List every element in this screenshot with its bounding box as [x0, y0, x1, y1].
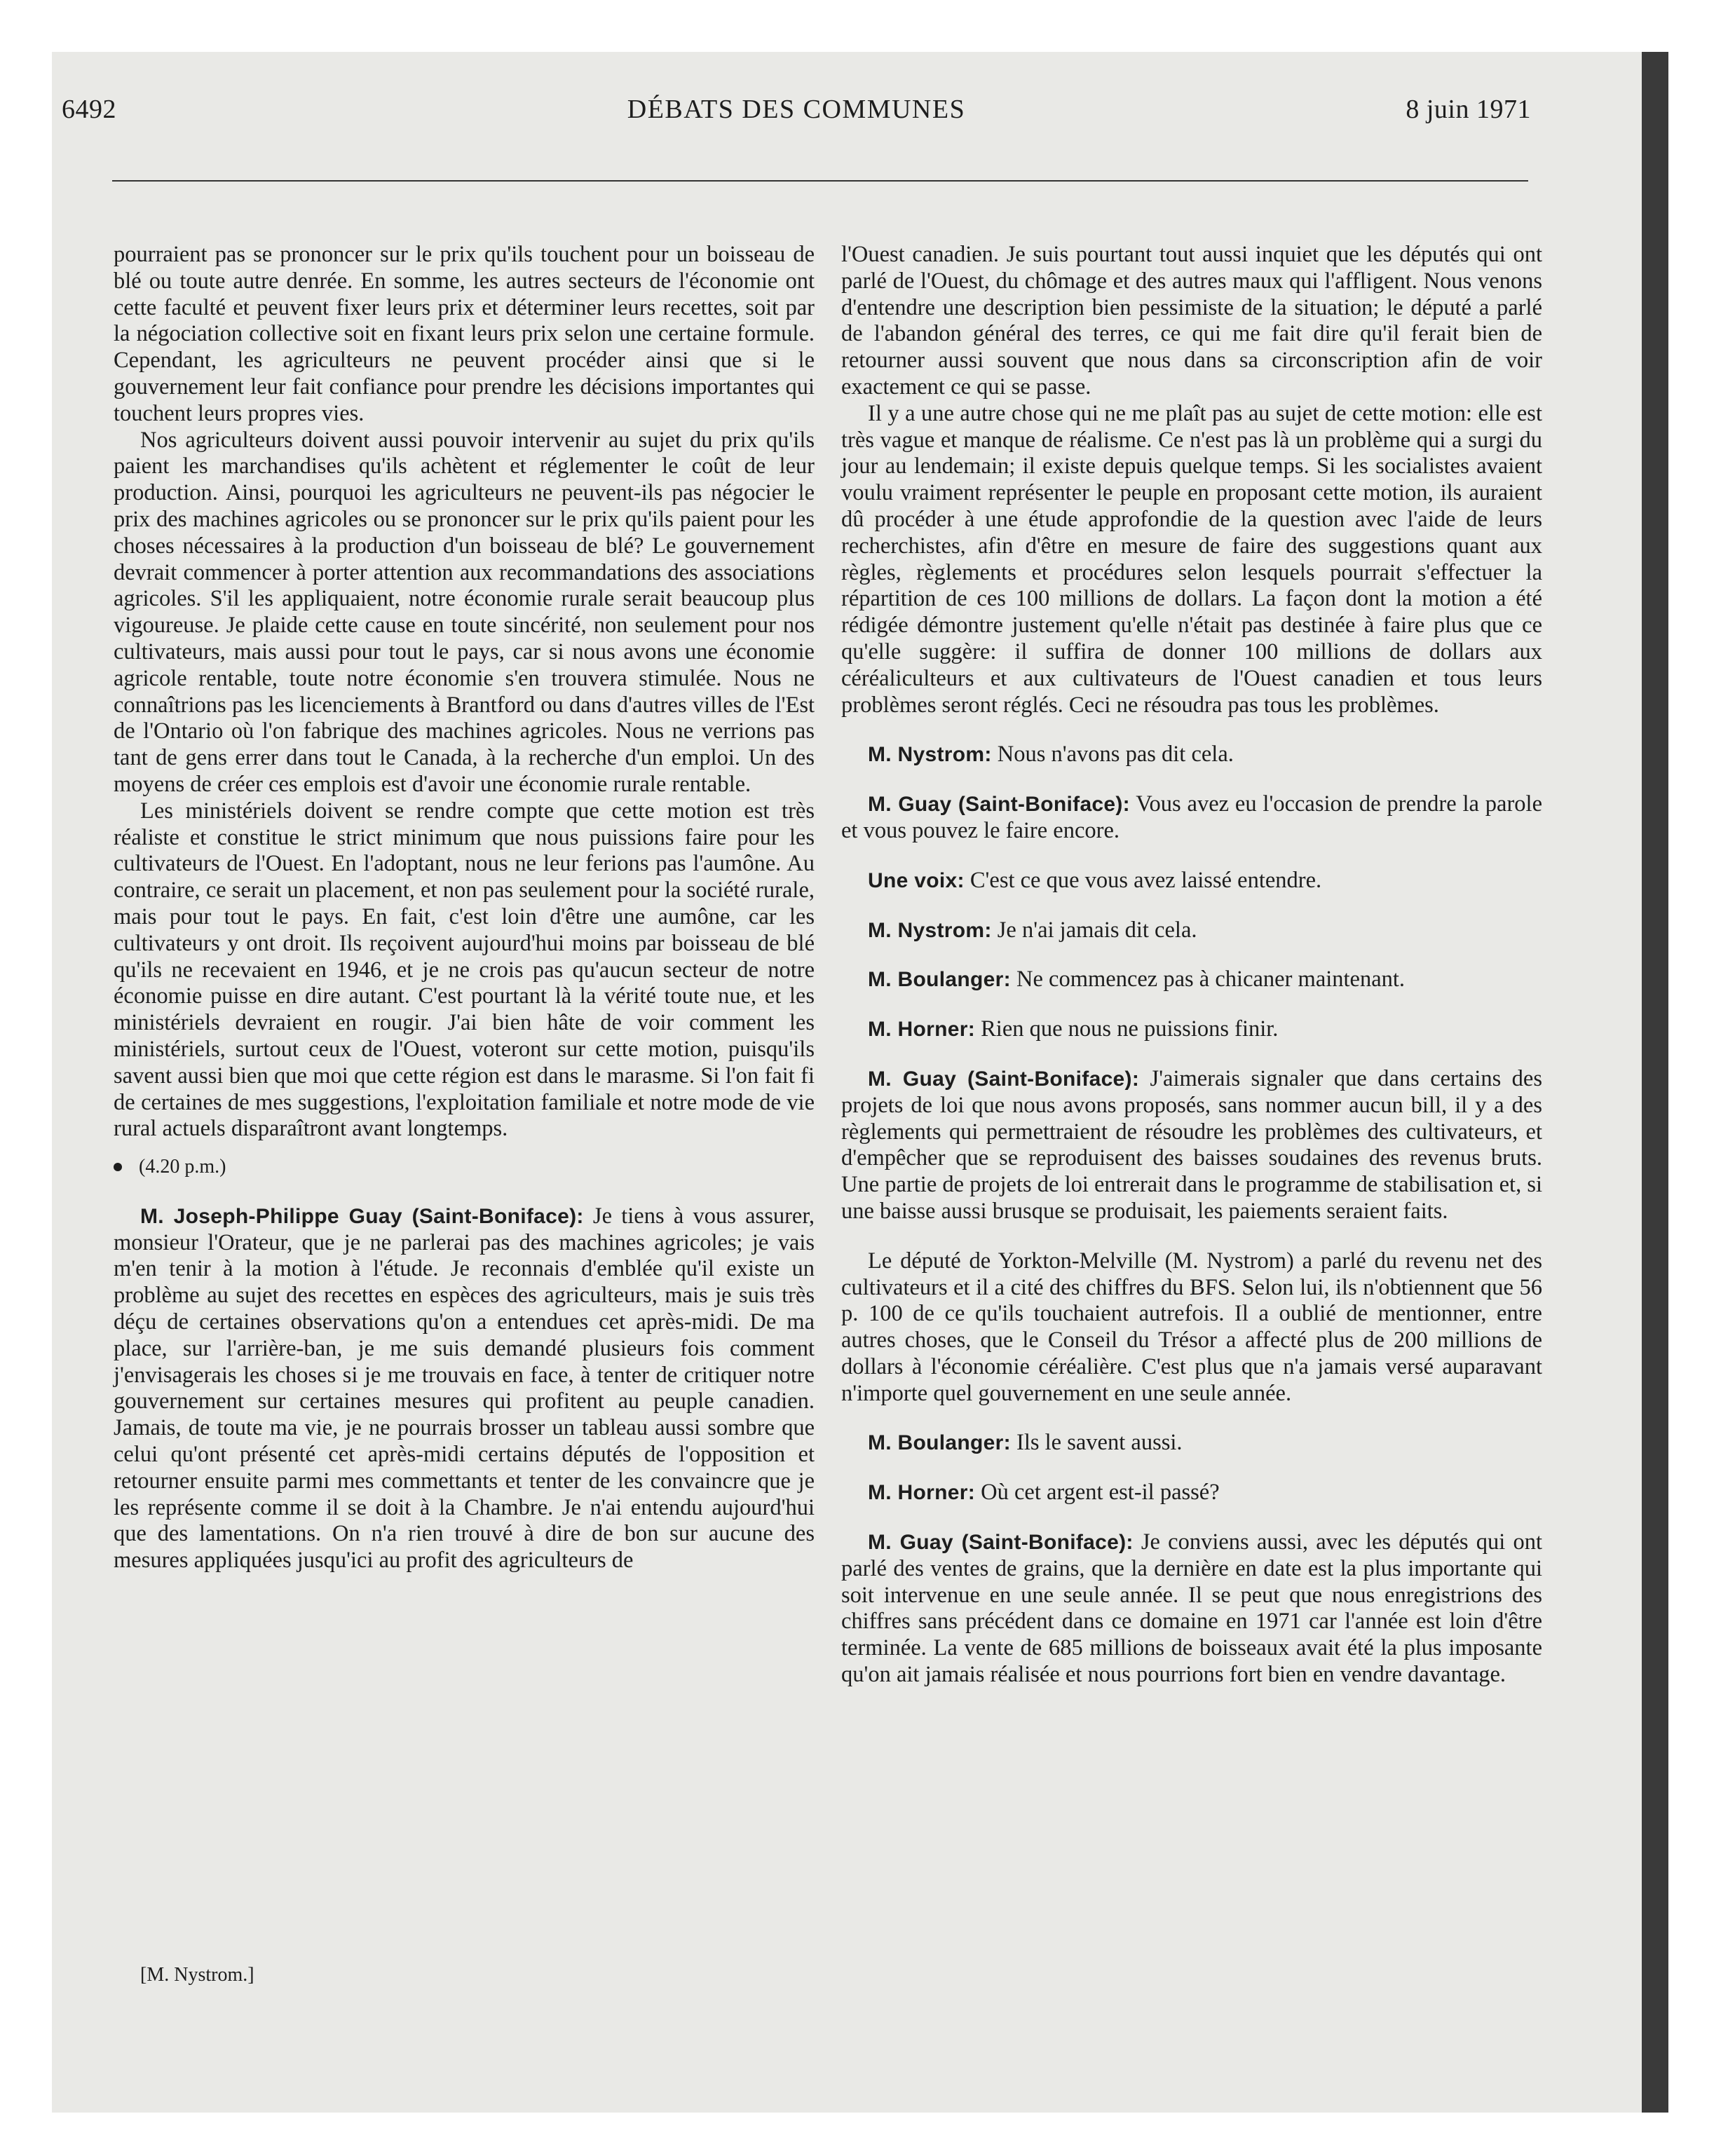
speech-text: Je tiens à vous assurer, monsieur l'Orateur, que je ne parlerai pas des machines agricoles; je vais m'en tenir à la motion à l'étude. Je reconnais d'emblée qu'il existe un problème au sujet des recettes en espèces des agriculteurs, mais je suis très déçu de certaines observations qu'on a entendues cet après-midi. De ma place, sur l'arrière-ban, je me suis demandé plusieurs fois comment j'envisagerais les choses si je me trouvais en face, à tenter de critiquer notre gouvernement sur certaines mesures qui profitent au peuple canadien. Jamais, de toute ma vie, je ne pourrais brosser un tableau aussi sombre que celui qu'ont présenté cet après-midi certains députés de l'opposition et retourner ensuite parmi mes commettants et tenter de les convaincre que je les représente comme il se doit à la Chambre. Je n'ai entendu aujourd'hui que des lamentations. On n'a rien trouvé à dire de bon sur aucune des mesures appliquées jusqu'ici au profit des agriculteurs de: [114, 1203, 815, 1574]
speech-text: Rien que nous ne puissions finir.: [981, 1016, 1279, 1042]
page-number: 6492: [62, 95, 116, 124]
paragraph: Il y a une autre chose qui ne me plaît pas au sujet de cette motion: elle est très vague et manque de réalisme. Ce n'est pas là un problème qui a surgi du jour au lendemain; il existe depuis quelque temps. Si les socialistes avaient voulu vraiment représenter le peuple en proposant cette motion, ils auraient dû procéder à une étude approfondie de la question avec l'aide de leurs recherchistes, afin d'être en mesure de faire des suggestions quant aux règles, règlements et procédures selon lesquels pourrait s'effectuer la répartition de ces 100 millions de dollars. La façon dont la motion a été rédigée démontre justement qu'elle n'était pas destinée à faire plus que ce qu'elle suggère: il suffira de donner 100 millions de dollars aux céréaliculteurs et aux cultivateurs de l'Ouest canadien et tous leurs problèmes seront réglés. Ceci ne résoudra pas tous les problèmes.: [841, 400, 1542, 718]
speech-text: Vous avez eu l'occasion de prendre la parole et vous pouvez le faire encore.: [841, 791, 1542, 843]
speaker-name: M. Guay (Saint-Boniface):: [868, 1531, 1134, 1555]
speech-text: C'est ce que vous avez laissé entendre.: [969, 867, 1322, 893]
speaker-name: M. Horner:: [868, 1481, 975, 1505]
speaker-name: M. Boulanger:: [868, 968, 1011, 992]
speech-text: J'aimerais signaler que dans certains des projets de loi que nous avons proposés, sans nommer aucun bill, il y a des règlements qui permettraient de résoudre les problèmes des cultivateurs, et d'empêcher que se reproduisent des baisses soudaines des revenus bruts. Une partie de projets de loi entrerait dans le programme de stabilisation et, si une baisse aussi brusque se produisait, les paiements seraient faits.: [841, 1065, 1542, 1224]
speech-text: Je conviens aussi, avec les députés qui ont parlé des ventes de grains, que la dernière en date est la plus importante qui soit intervenue en une seule année. Il se peut que nous enregistrions des chiffres sans précédent dans ce domaine en 1971 car l'année est loin d'être terminée. La vente de 685 millions de boisseaux avait été la plus imposante qu'on ait jamais réalisée et nous pourrions fort bien en vendre davantage.: [841, 1529, 1542, 1688]
speaker-name: M. Joseph-Philippe Guay (Saint-Boniface):: [140, 1204, 584, 1228]
left-column: [114, 242, 815, 1574]
speech: [841, 1430, 1542, 1456]
speech-text: Nous n'avons pas dit cela.: [997, 742, 1234, 767]
speech: [841, 868, 1542, 894]
speaker-name: M. Boulanger:: [868, 1431, 1011, 1455]
scan-edge-shadow: [1642, 52, 1668, 2113]
speech: [841, 967, 1542, 993]
speech-text: Où cet argent est-il passé?: [981, 1480, 1220, 1506]
speaker-name: M. Guay (Saint-Boniface):: [868, 1067, 1140, 1091]
speaker-name: Une voix:: [868, 868, 965, 892]
footnote: [M. Nystrom.]: [140, 1964, 254, 1986]
speaker-name: M. Nystrom:: [868, 918, 992, 942]
speech: [841, 917, 1542, 944]
time-marker: [114, 1154, 815, 1180]
paragraph: l'Ouest canadien. Je suis pourtant tout aussi inquiet que les députés qui ont parlé de l'Ouest, du chômage et des autres maux qui l'affligent. Nous venons d'entendre une description bien pessimiste de la situation; le député a parlé de l'abandon général des terres, ce qui me fait dire qu'il ferait bien de retourner aussi souvent que nous dans sa circonscription afin de voir exactement ce qui se passe.: [841, 242, 1542, 400]
speaker-name: M. Nystrom:: [868, 743, 992, 767]
speech-text: Ils le savent aussi.: [1016, 1430, 1183, 1456]
speech: [114, 1203, 815, 1574]
page-header: [62, 94, 1531, 136]
speech: [841, 742, 1542, 768]
time-stamp: (4.20 p.m.): [139, 1156, 226, 1178]
speaker-name: M. Guay (Saint-Boniface):: [868, 793, 1130, 817]
paragraph: Les ministériels doivent se rendre compte que cette motion est très réaliste et constitue le strict minimum que nous puissions faire pour les cultivateurs de l'Ouest. En l'adoptant, nous ne leur ferions pas l'aumône. Au contraire, ce serait un placement, et non pas seulement pour la société rurale, mais pour tout le pays. En fait, c'est loin d'être une aumône, car les cultivateurs y ont droit. Ils reçoivent aujourd'hui moins par boisseau de blé qu'ils ne recevaient en 1946, et je ne crois pas qu'aucun secteur de notre économie puisse en dire autant. C'est pourtant là la vérité toute nue, et les ministériels devraient en rougir. J'ai bien hâte de voir comment les ministériels, surtout ceux de l'Ouest, voteront sur cette motion, puisqu'ils savent aussi bien que moi que cette région est dans le marasme. Si l'on fait fi de certaines de mes suggestions, l'exploitation familiale et notre mode de vie rural actuels disparaîtront avant longtemps.: [114, 798, 815, 1142]
publication-title: DÉBATS DES COMMUNES: [627, 95, 966, 124]
bullet-icon: [114, 1163, 122, 1171]
paragraph: Le député de Yorkton-Melville (M. Nystrom) a parlé du revenu net des cultivateurs et il a cité des chiffres du BFS. Selon lui, ils n'obtiennent que 56 p. 100 de ce qu'ils touchaient autrefois. Il a oublié de mentionner, entre autres choses, que le Conseil du Trésor a affecté plus de 200 millions de dollars à l'économie céréalière. C'est plus que n'a jamais versé auparavant n'importe quel gouvernement en une seule année.: [841, 1248, 1542, 1406]
speech: [841, 1066, 1542, 1225]
speech-text: Ne commencez pas à chicaner maintenant.: [1016, 967, 1406, 992]
speech: [841, 1016, 1542, 1043]
speech: [841, 1529, 1542, 1688]
speech: [841, 791, 1542, 845]
page-date: 8 juin 1971: [1406, 95, 1531, 124]
header-rule: [112, 180, 1528, 182]
paragraph: Nos agriculteurs doivent aussi pouvoir intervenir au sujet du prix qu'ils paient les marchandises qu'ils achètent et réglementer le coût de leur production. Ainsi, pourquoi les agriculteurs ne peuvent-ils pas négocier le prix des machines agricoles ou se prononcer sur le prix qu'ils paient pour les choses nécessaires à la production d'un boisseau de blé? Le gouvernement devrait commencer à porter attention aux recommandations des associations agricoles. S'il les appliquaient, notre économie rurale serait beaucoup plus vigoureuse. Je plaide cette cause en toute sincérité, non seulement pour nos cultivateurs, mais aussi pour tout le pays, car si nous avons une économie agricole rentable, toute notre économie s'en trouvera stimulée. Nous ne connaîtrions pas les licenciements à Brantford ou dans d'autres villes de l'Est de l'Ontario où l'on fabrique des machines agricoles. Nous ne verrions pas tant de gens errer dans tout le Canada, à la recherche d'un emploi. Un des moyens de créer ces emplois est d'avoir une économie rurale rentable.: [114, 427, 815, 797]
paragraph: pourraient pas se prononcer sur le prix qu'ils touchent pour un boisseau de blé ou toute autre denrée. En somme, les autres secteurs de l'économie ont cette faculté et peuvent fixer leurs prix et déterminer leurs recettes, soit par la négociation collective soit en fixant leurs prix selon une certaine formule. Cependant, les agriculteurs ne peuvent procéder ainsi que si le gouvernement leur fait confiance pour prendre les décisions importantes qui touchent leurs propres vies.: [114, 242, 815, 426]
right-column: [841, 242, 1542, 1688]
speaker-name: M. Horner:: [868, 1018, 975, 1042]
speech-text: Je n'ai jamais dit cela.: [997, 917, 1197, 943]
speech: [841, 1480, 1542, 1506]
